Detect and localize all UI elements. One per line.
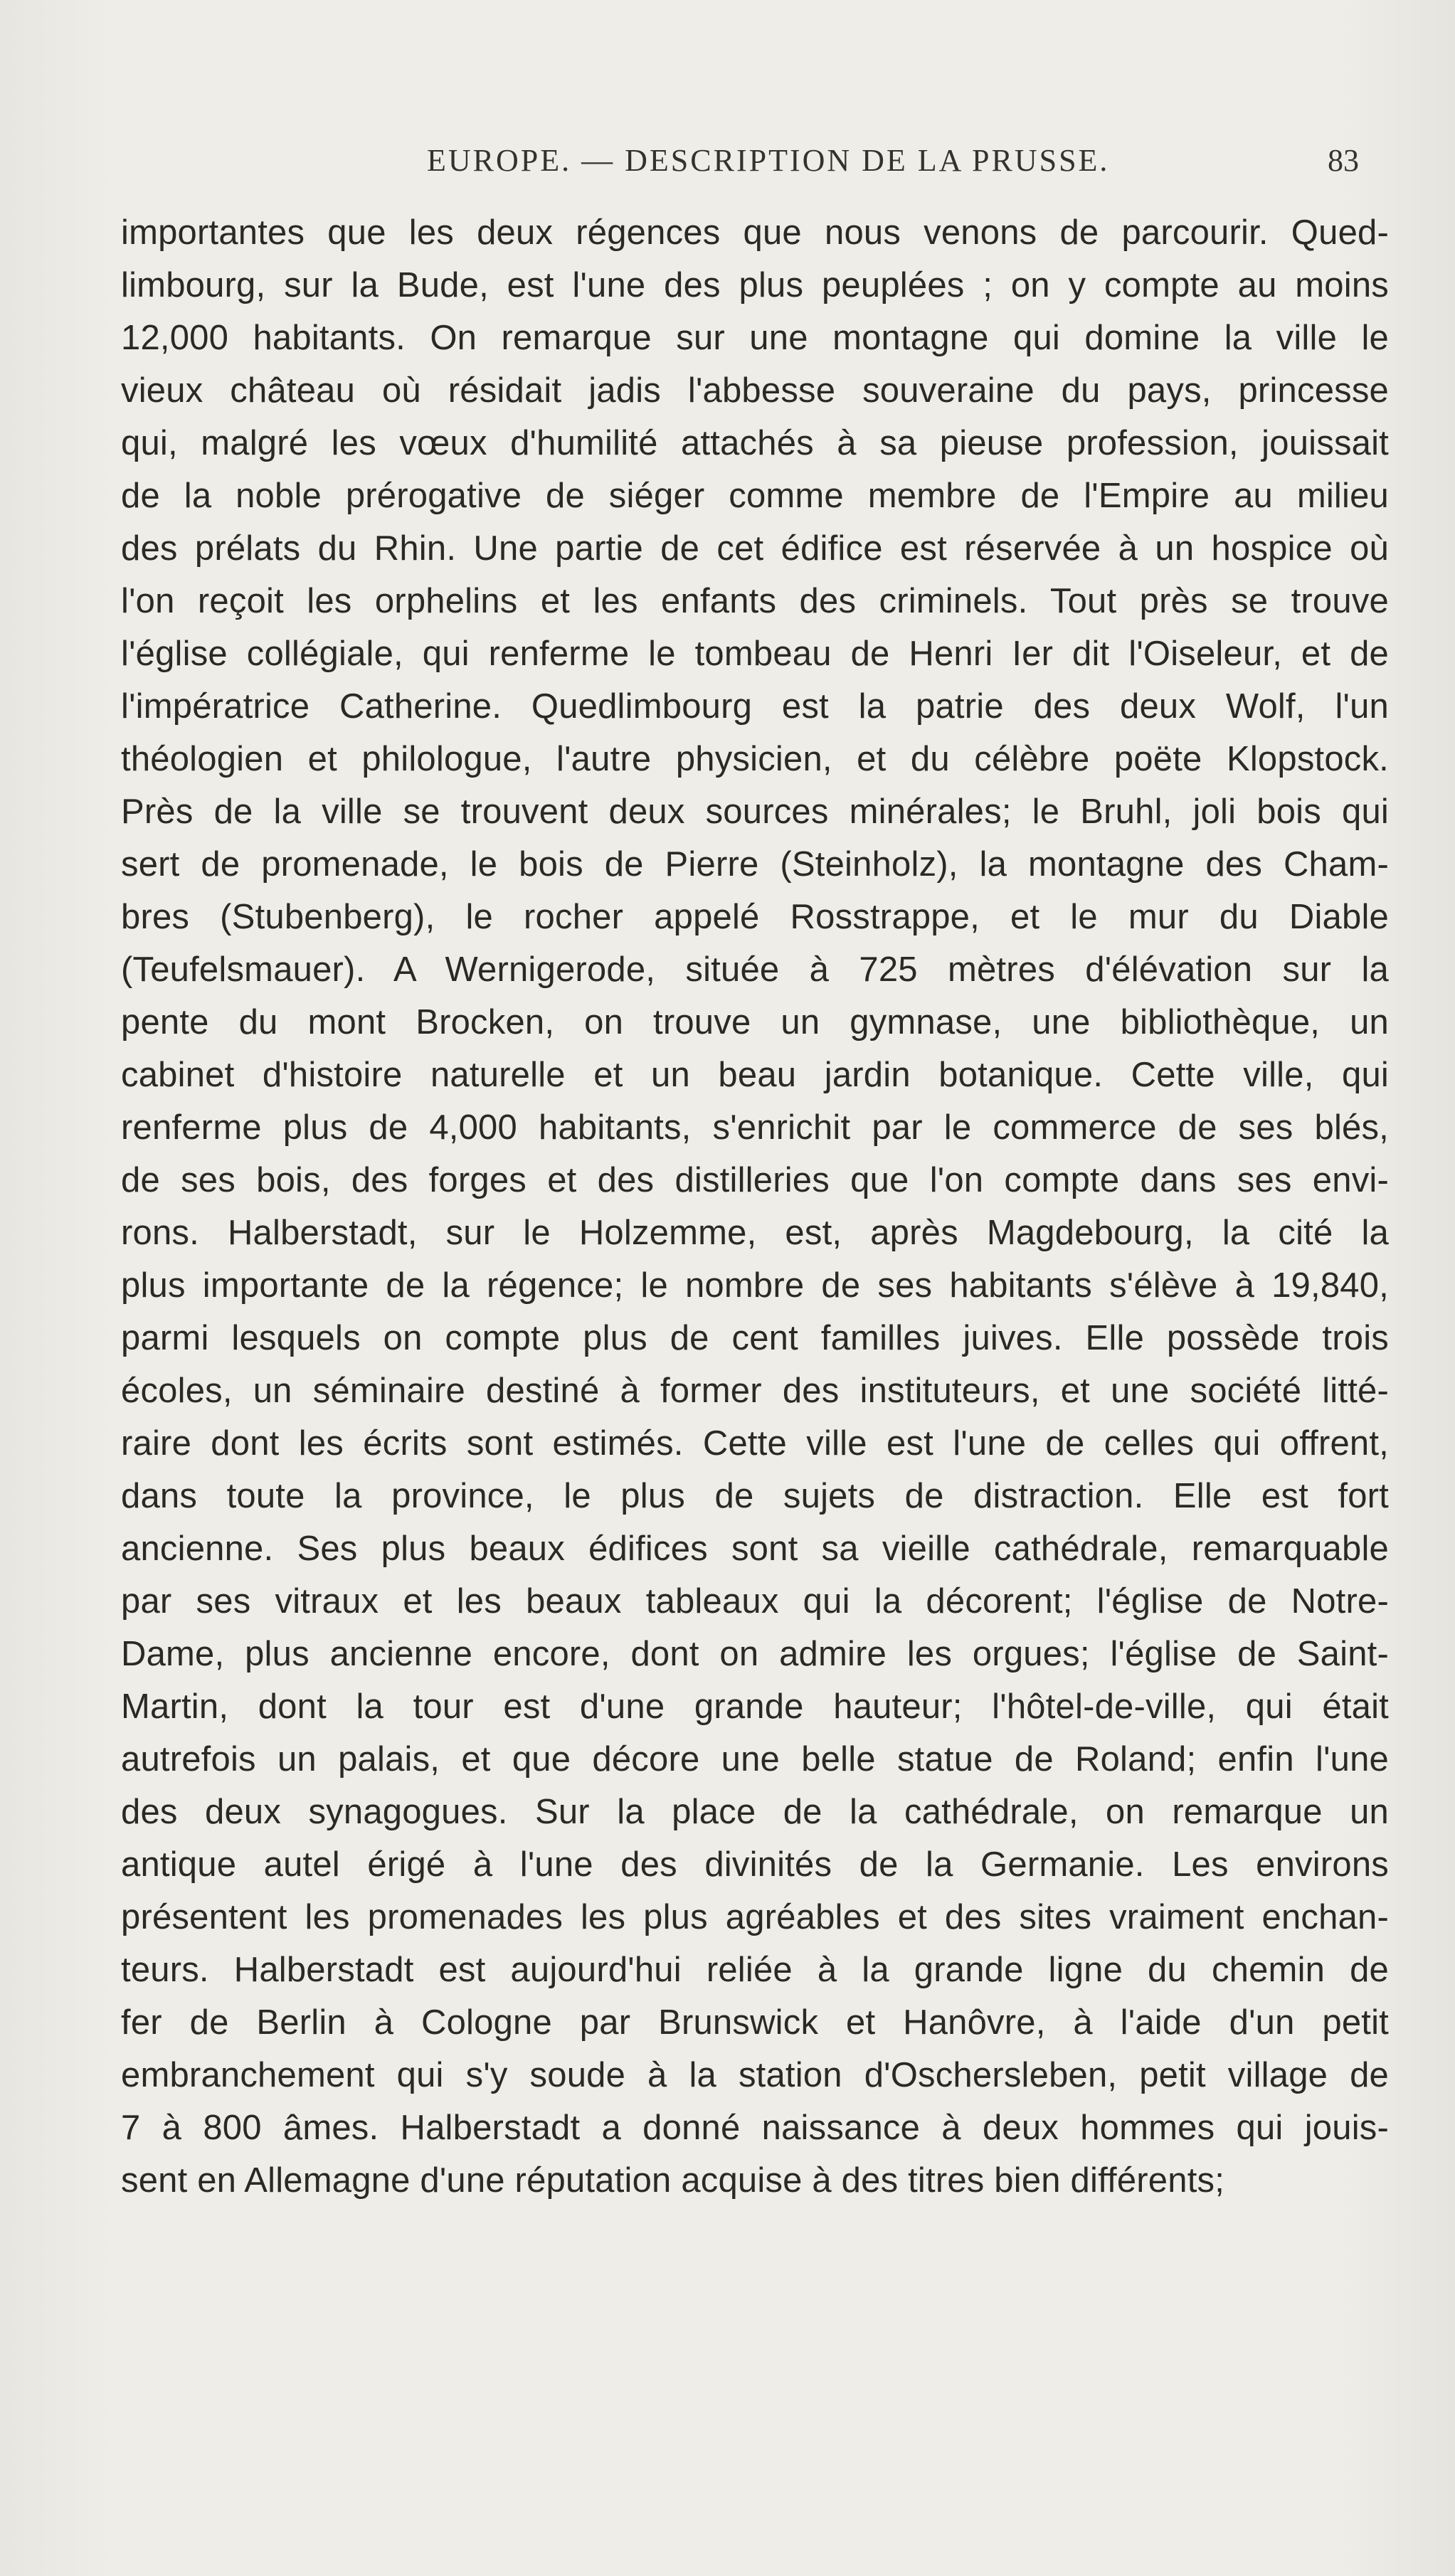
- text-line: dans toute la province, le plus de sujets de distraction. Elle est fort: [121, 1477, 1389, 1515]
- text-line: présentent les promenades les plus agréables et des sites vraiment enchan-: [121, 1898, 1389, 1936]
- text-line: de ses bois, des forges et des distilleries que l'on compte dans ses envi-: [121, 1161, 1389, 1199]
- text-line: des deux synagogues. Sur la place de la cathédrale, on remarque un: [121, 1793, 1389, 1831]
- text-line: autrefois un palais, et que décore une belle statue de Roland; enfin l'une: [121, 1740, 1389, 1779]
- text-line: l'on reçoit les orphelins et les enfants des criminels. Tout près se trouve: [121, 582, 1389, 620]
- text-line: vieux château où résidait jadis l'abbesse souveraine du pays, princesse: [121, 371, 1389, 410]
- text-line: Martin, dont la tour est d'une grande hauteur; l'hôtel-de-ville, qui était: [121, 1687, 1389, 1726]
- text-line: qui, malgré les vœux d'humilité attachés à sa pieuse profession, jouissait: [121, 424, 1389, 462]
- text-line: fer de Berlin à Cologne par Brunswick et Hanôvre, à l'aide d'un petit: [121, 2003, 1389, 2042]
- text-line: 12,000 habitants. On remarque sur une montagne qui domine la ville le: [121, 319, 1389, 357]
- text-line: parmi lesquels on compte plus de cent familles juives. Elle possède trois: [121, 1319, 1389, 1357]
- text-line: ancienne. Ses plus beaux édifices sont sa vieille cathédrale, remarquable: [121, 1530, 1389, 1568]
- text-line: bres (Stubenberg), le rocher appelé Rosstrappe, et le mur du Diable: [121, 898, 1389, 936]
- text-line: sert de promenade, le bois de Pierre (Steinholz), la montagne des Cham-: [121, 845, 1389, 884]
- text-line: importantes que les deux régences que nous venons de parcourir. Qued-: [121, 213, 1389, 252]
- text-line: des prélats du Rhin. Une partie de cet édifice est réservée à un hospice où: [121, 529, 1389, 568]
- page-number: 83: [1328, 143, 1359, 178]
- text-line: 7 à 800 âmes. Halberstadt a donné naissance à deux hommes qui jouis-: [121, 2109, 1389, 2147]
- running-header: [121, 142, 1387, 185]
- text-line: écoles, un séminaire destiné à former des instituteurs, et une société litté-: [121, 1372, 1389, 1410]
- header-title: EUROPE. — DESCRIPTION DE LA PRUSSE.: [427, 143, 1110, 178]
- text-line: embranchement qui s'y soude à la station d'Oschersleben, petit village de: [121, 2056, 1389, 2094]
- text-line: antique autel érigé à l'une des divinités de la Germanie. Les environs: [121, 1845, 1389, 1884]
- text-line: l'impératrice Catherine. Quedlimbourg est la patrie des deux Wolf, l'un: [121, 687, 1389, 726]
- text-line: par ses vitraux et les beaux tableaux qui la décorent; l'église de Notre-: [121, 1582, 1389, 1621]
- text-line: rons. Halberstadt, sur le Holzemme, est, après Magdebourg, la cité la: [121, 1214, 1389, 1252]
- text-line: sent en Allemagne d'une réputation acquise à des titres bien différents;: [121, 2161, 1225, 2200]
- text-line: plus importante de la régence; le nombre de ses habitants s'élève à 19,840,: [121, 1266, 1389, 1305]
- text-line: raire dont les écrits sont estimés. Cette ville est l'une de celles qui offrent,: [121, 1424, 1389, 1463]
- text-line: théologien et philologue, l'autre physicien, et du célèbre poëte Klopstock.: [121, 740, 1389, 778]
- text-line: pente du mont Brocken, on trouve un gymnase, une bibliothèque, un: [121, 1003, 1389, 1041]
- text-line: (Teufelsmauer). A Wernigerode, située à 725 mètres d'élévation sur la: [121, 950, 1389, 989]
- text-line: renferme plus de 4,000 habitants, s'enrichit par le commerce de ses blés,: [121, 1108, 1389, 1147]
- text-line: limbourg, sur la Bude, est l'une des plus peuplées ; on y compte au moins: [121, 266, 1389, 304]
- text-line: cabinet d'histoire naturelle et un beau jardin botanique. Cette ville, qui: [121, 1056, 1389, 1094]
- text-line: de la noble prérogative de siéger comme membre de l'Empire au milieu: [121, 477, 1389, 515]
- text-line: Près de la ville se trouvent deux sources minérales; le Bruhl, joli bois qui: [121, 793, 1389, 831]
- body-text: [121, 206, 1389, 2207]
- text-line: Dame, plus ancienne encore, dont on admire les orgues; l'église de Saint-: [121, 1635, 1389, 1673]
- text-line: l'église collégiale, qui renferme le tombeau de Henri Ier dit l'Oiseleur, et de: [121, 635, 1389, 673]
- text-line: teurs. Halberstadt est aujourd'hui reliée à la grande ligne du chemin de: [121, 1951, 1389, 1989]
